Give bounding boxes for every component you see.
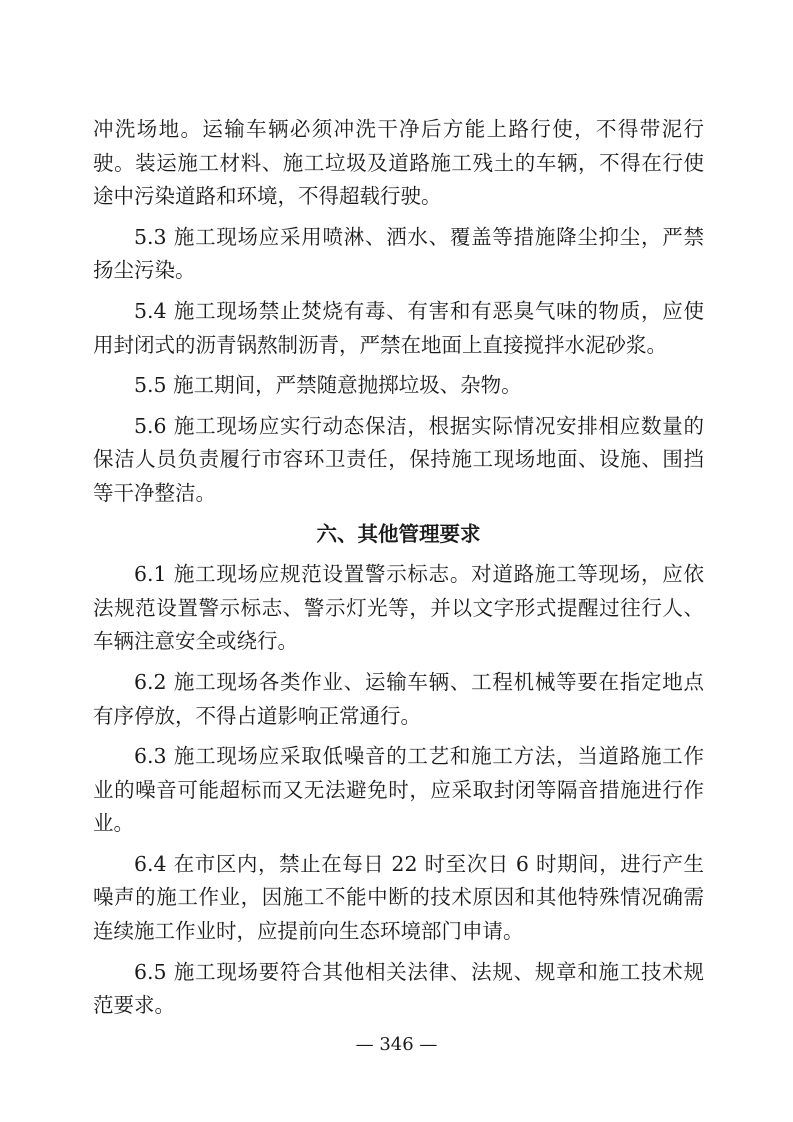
paragraph-5-5: 5.5 施工期间，严禁随意抛掷垃圾、杂物。 <box>134 373 522 398</box>
paragraph-continued: 冲洗场地。运输车辆必须冲洗干净后方能上路行使，不得带泥行驶。装运施工材料、施工垃圾及道路施工残土的车辆，不得在行使途中污染道路和环境，不得超载行驶。 <box>93 117 704 209</box>
paragraph-6-1: 6.1 施工现场应规范设置警示标志。对道路施工等现场，应依法规范设置警示标志、警示灯光等，并以文字形式提醒过往行人、车辆注意安全或绕行。 <box>93 562 704 654</box>
paragraph-5-6: 5.6 施工现场应实行动态保洁，根据实际情况安排相应数量的保洁人员负责履行市容环卫责任，保持施工现场地面、设施、围挡等干净整洁。 <box>93 413 704 505</box>
page-number: — 346 — <box>355 1034 438 1055</box>
document-body <box>93 113 704 1030</box>
paragraph-6-4: 6.4 在市区内，禁止在每日 22 时至次日 6 时期间，进行产生噪声的施工作业，因施工不能中断的技术原因和其他特殊情况确需连续施工作业时，应提前向生态环境部门申请。 <box>93 851 704 944</box>
paragraph-6-5: 6.5 施工现场要符合其他相关法律、法规、规章和施工技术规范要求。 <box>93 959 704 1018</box>
paragraph-5-4: 5.4 施工现场禁止焚烧有毒、有害和有恶臭气味的物质，应使用封闭式的沥青锅熬制沥青，严禁在地面上直接搅拌水泥砂浆。 <box>93 298 704 357</box>
paragraph-6-3: 6.3 施工现场应采取低噪音的工艺和施工方法，当道路施工作业的噪音可能超标而又无法避免时，应采取封闭等隔音措施进行作业。 <box>93 744 704 836</box>
paragraph-5-3: 5.3 施工现场应采用喷淋、洒水、覆盖等措施降尘抑尘，严禁扬尘污染。 <box>93 224 704 283</box>
paragraph-6-2: 6.2 施工现场各类作业、运输车辆、工程机械等要在指定地点有序停放，不得占道影响正常通行。 <box>93 669 704 728</box>
section-heading: 六、其他管理要求 <box>316 521 481 546</box>
